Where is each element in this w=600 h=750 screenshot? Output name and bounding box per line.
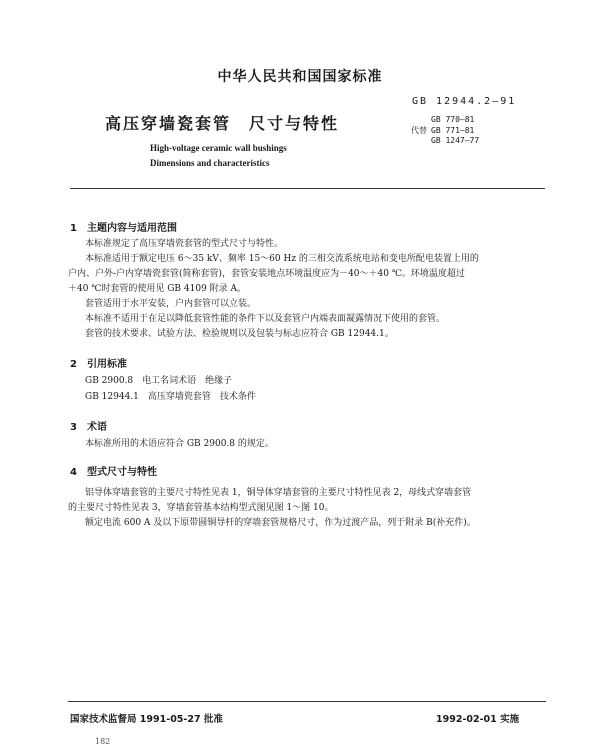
paragraph: 套管适用于水平安装，户内套管可以立装。 <box>85 299 257 309</box>
approval-date: 国家技术监督局 1991-05-27 批准 <box>70 714 223 725</box>
reference-item: GB 2900.8 电工名词术语 绝缘子 <box>85 376 233 386</box>
header-divider <box>70 188 545 189</box>
paragraph: 额定电流 600 A 及以下原带圆铜导杆的穿墙套管规格尺寸，作为过渡产品，列于附录 B(补充件)。 <box>85 518 476 528</box>
paragraph: 的主要尺寸特性见表 3，穿墙套管基本结构型式图见图 1～图 10。 <box>68 503 334 513</box>
paragraph: 本标准所用的术语应符合 GB 2900.8 的规定。 <box>85 439 274 449</box>
replaced-standard: GB 771—81 <box>431 126 475 135</box>
standard-header: 中华人民共和国国家标准 <box>217 69 383 85</box>
section-heading: 1 主题内容与适用范围 <box>70 223 177 234</box>
paragraph: 户内、户外-户内穿墙瓷套管(简称套管)，套管安装地点环境温度应为－40～＋40 ℃。环境温度超过 <box>68 269 465 279</box>
paragraph: ＋40 ℃时套管的使用见 GB 4109 附录 A。 <box>68 284 247 294</box>
section-heading: 2 引用标准 <box>70 359 127 370</box>
section-heading: 3 术语 <box>70 422 107 433</box>
paragraph: 本标准规定了高压穿墙瓷套管的型式尺寸与特性。 <box>85 239 284 249</box>
paragraph: 本标准适用于额定电压 6～35 kV、频率 15～60 Hz 的三相交流系统电站和变电所配电装置上用的 <box>85 254 479 264</box>
paragraph: 铝导体穿墙套管的主要尺寸特性见表 1，铜导体穿墙套管的主要尺寸特性见表 2，母线式穿墙套管 <box>85 488 472 498</box>
english-title-line-2: Dimensions and characteristics <box>150 158 270 168</box>
section-heading: 4 型式尺寸与特性 <box>70 467 157 478</box>
english-title-line-1: High-voltage ceramic wall bushings <box>150 143 287 153</box>
replaced-standard: GB 770—81 <box>431 115 475 124</box>
paragraph: 套管的技术要求、试验方法、检验规则以及包装与标志应符合 GB 12944.1。 <box>85 329 394 339</box>
paragraph: 本标准不适用于在足以降低套管性能的条件下以及套管户内端表面凝露情况下使用的套管。 <box>85 314 446 324</box>
replaced-standard: GB 1247—77 <box>431 136 480 145</box>
footer-divider <box>68 701 546 702</box>
document-title: 高压穿墙瓷套管 尺寸与特性 <box>105 114 340 133</box>
page-number: 182 <box>95 737 111 746</box>
replaces-label: 代替 <box>411 126 427 135</box>
standard-code: GB 12944.2—91 <box>412 96 517 107</box>
effective-date: 1992-02-01 实施 <box>436 714 520 725</box>
reference-item: GB 12944.1 高压穿墙瓷套管 技术条件 <box>85 392 256 402</box>
